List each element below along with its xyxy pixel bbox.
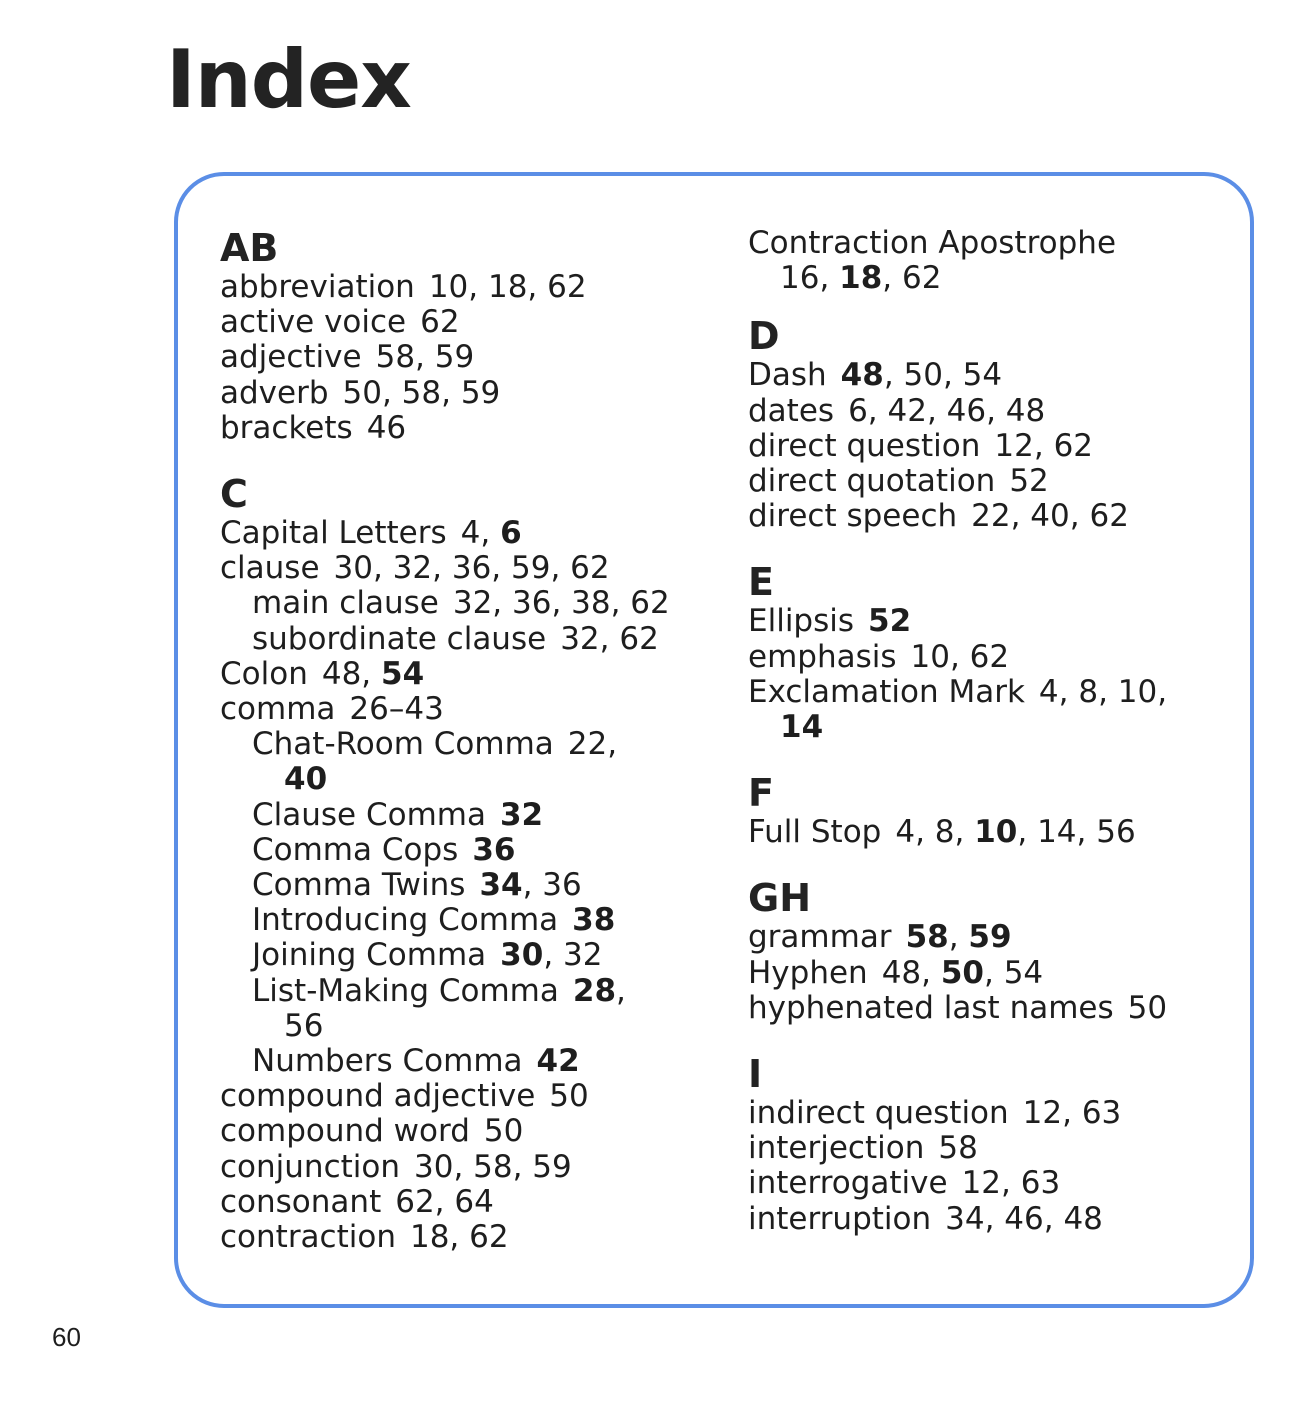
section-heading-f: F [748,771,774,816]
index-column-right [748,226,1167,1237]
index-entry-ellipsis: Ellipsis 52 [748,603,912,640]
index-subentry-comma-cops: Comma Cops 36 [252,831,516,868]
index-entry-consonant: consonant 62, 64 [220,1183,494,1220]
index-entry-dash: Dash 48, 50, 54 [748,357,1003,394]
index-entry-interruption: interruption 34, 46, 48 [748,1200,1103,1237]
section-heading-e: E [748,560,774,605]
index-subentry-introducing-comma: Introducing Comma 38 [252,902,616,939]
index-entry-compound-word: compound word 50 [220,1113,524,1150]
index-entry-direct-speech: direct speech 22, 40, 62 [748,498,1129,535]
index-column-left [220,226,670,1255]
page-number: 60 [52,1322,81,1352]
index-entry-clause: clause 30, 32, 36, 59, 62 [220,550,610,587]
index-subentry-list-making-comma-cont: 56 [284,1007,324,1044]
index-entry-contraction: contraction 18, 62 [220,1219,509,1256]
index-subentry-subordinate-clause: subordinate clause 32, 62 [252,620,659,657]
section-heading-d: D [748,314,780,359]
index-entry-brackets: brackets 46 [220,409,407,446]
index-entry-capital-letters: Capital Letters 4, 6 [220,515,522,552]
index-entry-comma: comma 26–43 [220,691,444,728]
section-heading-gh: GH [748,876,811,921]
index-entry-direct-question: direct question 12, 62 [748,427,1094,464]
index-entry-direct-quotation: direct quotation 52 [748,463,1049,500]
index-subentry-list-making-comma: List-Making Comma 28, [252,972,626,1009]
index-entry-contraction-apostrophe-cont: 16, 18, 62 [780,260,942,297]
index-entry-emphasis: emphasis 10, 62 [748,638,1010,675]
index-subentry-clause-comma: Clause Comma 32 [252,796,544,833]
index-entry-adverb: adverb 50, 58, 59 [220,374,501,411]
index-subentry-chat-room-comma-cont: 40 [284,761,328,798]
section-heading-i: I [748,1052,763,1097]
index-entry-adjective: adjective 58, 59 [220,339,475,376]
index-entry-colon: Colon 48, 54 [220,655,425,692]
index-entry-exclamation-mark: Exclamation Mark 4, 8, 10, [748,673,1168,710]
index-entry-interrogative: interrogative 12, 63 [748,1165,1061,1202]
section-heading-c: C [220,472,248,517]
index-entry-active-voice: active voice 62 [220,304,460,341]
page-title: Index [166,33,411,126]
section-heading-ab: AB [220,226,279,270]
index-entry-conjunction: conjunction 30, 58, 59 [220,1148,572,1185]
index-subentry-chat-room-comma: Chat-Room Comma 22, [252,726,618,763]
index-subentry-main-clause: main clause 32, 36, 38, 62 [252,585,670,622]
index-entry-exclamation-mark-cont: 14 [780,709,824,746]
index-entry-hyphen: Hyphen 48, 50, 54 [748,954,1044,991]
index-entry-interjection: interjection 58 [748,1130,978,1167]
index-entry-compound-adjective: compound adjective 50 [220,1078,589,1115]
index-entry-abbreviation: abbreviation 10, 18, 62 [220,269,587,305]
index-entry-grammar: grammar 58, 59 [748,919,1012,956]
index-entry-dates: dates 6, 42, 46, 48 [748,392,1046,429]
index-subentry-numbers-comma: Numbers Comma 42 [252,1043,580,1080]
index-entry-indirect-question: indirect question 12, 63 [748,1095,1122,1132]
index-entry-hyphenated-last-names: hyphenated last names 50 [748,989,1168,1026]
index-entry-contraction-apostrophe: Contraction Apostrophe [748,225,1117,261]
index-subentry-joining-comma: Joining Comma 30, 32 [252,937,603,974]
index-subentry-comma-twins: Comma Twins 34, 36 [252,867,582,904]
index-entry-full-stop: Full Stop 4, 8, 10, 14, 56 [748,814,1136,851]
